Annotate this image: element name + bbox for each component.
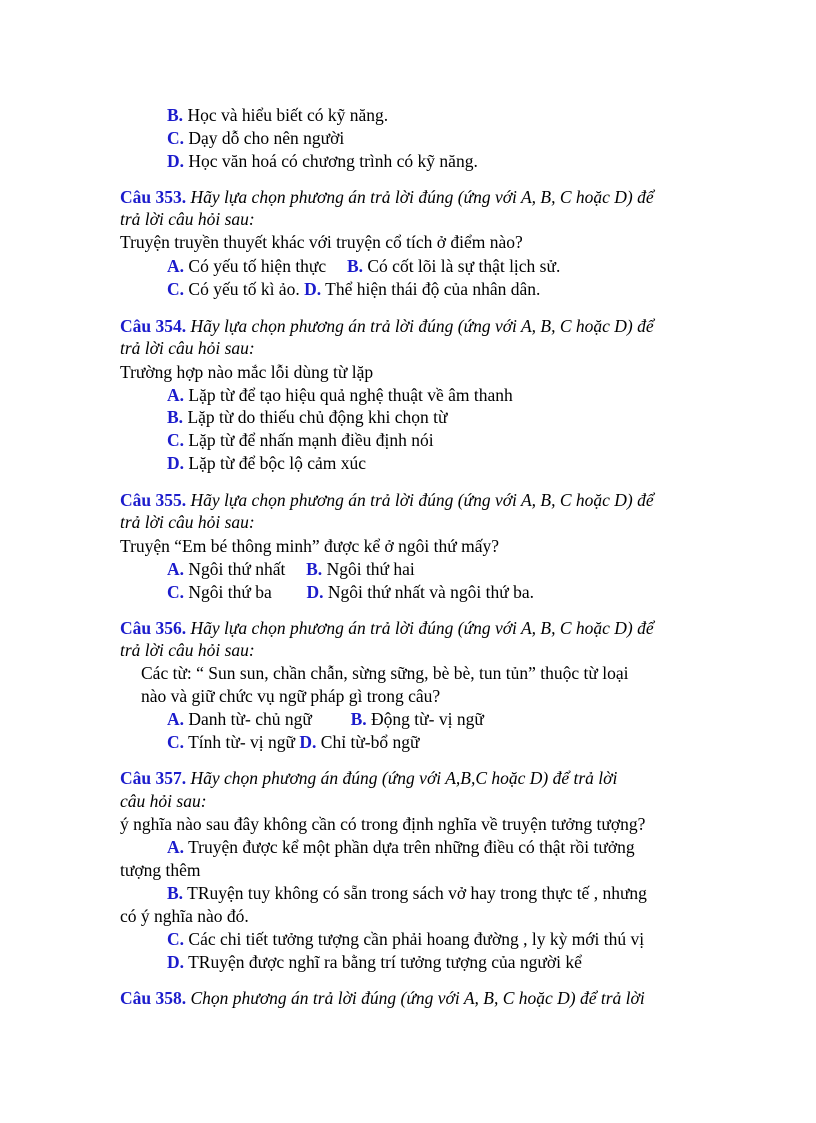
q357-question: ý nghĩa nào sau đây không cần có trong định nghĩa về truyện tưởng tượng?: [120, 814, 646, 834]
question-number: Câu 356.: [120, 618, 187, 638]
option-label: A.: [167, 256, 185, 276]
option-label: C.: [167, 128, 185, 148]
question-number: Câu 354.: [120, 316, 187, 336]
option-text: Có cốt lõi là sự thật lịch sử.: [367, 256, 561, 276]
q354-option-a: [167, 384, 513, 406]
option-text: Lặp từ do thiếu chủ động khi chọn từ: [187, 407, 448, 427]
q356-header: [120, 617, 654, 639]
option-label: C.: [167, 582, 185, 602]
q356-options-ab: [167, 708, 484, 730]
option-label: D.: [299, 732, 317, 752]
option-text: Ngôi thứ hai: [326, 559, 415, 579]
q352-option-d: [167, 150, 478, 172]
option-label: C.: [167, 279, 185, 299]
question-number: Câu 358.: [120, 988, 187, 1008]
q354-option-d: [167, 452, 366, 474]
q355-instruction-cont: trả lời câu hỏi sau:: [120, 512, 255, 532]
q355-header: [120, 489, 654, 511]
question-instruction: Hãy lựa chọn phương án trả lời đúng (ứng với A, B, C hoặc D) để: [190, 490, 654, 510]
option-label: A.: [167, 385, 185, 405]
q353-header: [120, 186, 654, 208]
q352-option-b: [167, 104, 388, 126]
option-text: Học văn hoá có chương trình có kỹ năng.: [188, 151, 478, 171]
q356-question-line-2: nào và giữ chức vụ ngữ pháp gì trong câu?: [141, 686, 441, 706]
option-label: D.: [304, 279, 322, 299]
option-label: B.: [167, 883, 184, 903]
q357-option-b: [167, 882, 647, 904]
option-text: Các chi tiết tưởng tượng cần phải hoang đường , ly kỳ mới thú vị: [188, 929, 645, 949]
question-instruction: Chọn phương án trả lời đúng (ứng với A, B, C hoặc D) để trả lời: [190, 988, 645, 1008]
option-label: B.: [346, 256, 363, 276]
option-text: Ngôi thứ nhất: [188, 559, 286, 579]
q356-instruction-cont: trả lời câu hỏi sau:: [120, 640, 255, 660]
q353-instruction-cont: trả lời câu hỏi sau:: [120, 209, 255, 229]
option-label: D.: [167, 952, 185, 972]
option-text: Có yếu tố hiện thực: [188, 256, 327, 276]
option-text: Thể hiện thái độ của nhân dân.: [325, 279, 541, 299]
q355-question: Truyện “Em bé thông minh” được kể ở ngôi thứ mấy?: [120, 536, 499, 556]
q353-options-cd: [167, 278, 540, 300]
q357-header: [120, 767, 617, 789]
option-label: A.: [167, 709, 185, 729]
q354-option-b: [167, 406, 447, 428]
option-label: B.: [167, 105, 184, 125]
option-label: A.: [167, 559, 185, 579]
q354-option-c: [167, 429, 434, 451]
q354-header: [120, 315, 654, 337]
option-label: A.: [167, 837, 185, 857]
option-label: D.: [167, 151, 185, 171]
q357-option-d: [167, 951, 582, 973]
q357-option-b-cont: có ý nghĩa nào đó.: [120, 906, 249, 926]
option-label: B.: [167, 407, 184, 427]
option-text: Động từ- vị ngữ: [371, 709, 484, 729]
question-instruction: Hãy lựa chọn phương án trả lời đúng (ứng với A, B, C hoặc D) để: [190, 316, 654, 336]
q355-options-cd: [167, 581, 534, 603]
q353-options-ab: [167, 255, 560, 277]
option-text: Học và hiểu biết có kỹ năng.: [187, 105, 389, 125]
option-text: Tính từ- vị ngữ: [188, 732, 296, 752]
question-number: Câu 353.: [120, 187, 187, 207]
option-text: Ngôi thứ ba: [188, 582, 272, 602]
question-number: Câu 357.: [120, 768, 187, 788]
question-number: Câu 355.: [120, 490, 187, 510]
option-text: Lặp từ để nhấn mạnh điều định nói: [188, 430, 434, 450]
option-text: Lặp từ để tạo hiệu quả nghệ thuật về âm thanh: [188, 385, 513, 405]
option-text: Danh từ- chủ ngữ: [188, 709, 312, 729]
q353-question: Truyện truyền thuyết khác với truyện cổ tích ở điểm nào?: [120, 232, 523, 252]
q357-option-c: [167, 928, 644, 950]
option-text: TRuyện được nghĩ ra bằng trí tưởng tượng của người kể: [188, 952, 582, 972]
q357-option-a-cont: tượng thêm: [120, 860, 201, 880]
option-text: Chỉ từ-bổ ngữ: [320, 732, 420, 752]
option-label: C.: [167, 929, 185, 949]
option-text: TRuyện tuy không có sẵn trong sách vở hay trong thực tế , nhưng: [187, 883, 647, 903]
option-label: D.: [306, 582, 324, 602]
option-label: D.: [167, 453, 185, 473]
option-text: Truyện được kể một phần dựa trên những điều có thật rồi tưởng: [188, 837, 635, 857]
q352-option-c: [167, 127, 344, 149]
option-label: C.: [167, 732, 185, 752]
question-instruction: Hãy chọn phương án đúng (ứng với A,B,C hoặc D) để trả lời: [190, 768, 618, 788]
option-label: B.: [306, 559, 323, 579]
q357-instruction-cont: câu hỏi sau:: [120, 791, 207, 811]
q356-options-cd: [167, 731, 420, 753]
q357-option-a: [167, 836, 635, 858]
option-text: Lặp từ để bộc lộ cảm xúc: [188, 453, 367, 473]
option-label: C.: [167, 430, 185, 450]
q354-instruction-cont: trả lời câu hỏi sau:: [120, 338, 255, 358]
option-text: Có yếu tố kì ảo.: [188, 279, 300, 299]
option-text: Dạy dỗ cho nên người: [188, 128, 345, 148]
question-instruction: Hãy lựa chọn phương án trả lời đúng (ứng với A, B, C hoặc D) để: [190, 618, 654, 638]
q358-header: [120, 987, 645, 1009]
question-instruction: Hãy lựa chọn phương án trả lời đúng (ứng với A, B, C hoặc D) để: [190, 187, 654, 207]
option-label: B.: [350, 709, 367, 729]
option-text: Ngôi thứ nhất và ngôi thứ ba.: [327, 582, 535, 602]
q355-options-ab: [167, 558, 415, 580]
q356-question-line-1: Các từ: “ Sun sun, chần chẫn, sừng sững, bè bè, tun tủn” thuộc từ loại: [141, 663, 629, 683]
q354-question: Trường hợp nào mắc lỗi dùng từ lặp: [120, 362, 374, 382]
